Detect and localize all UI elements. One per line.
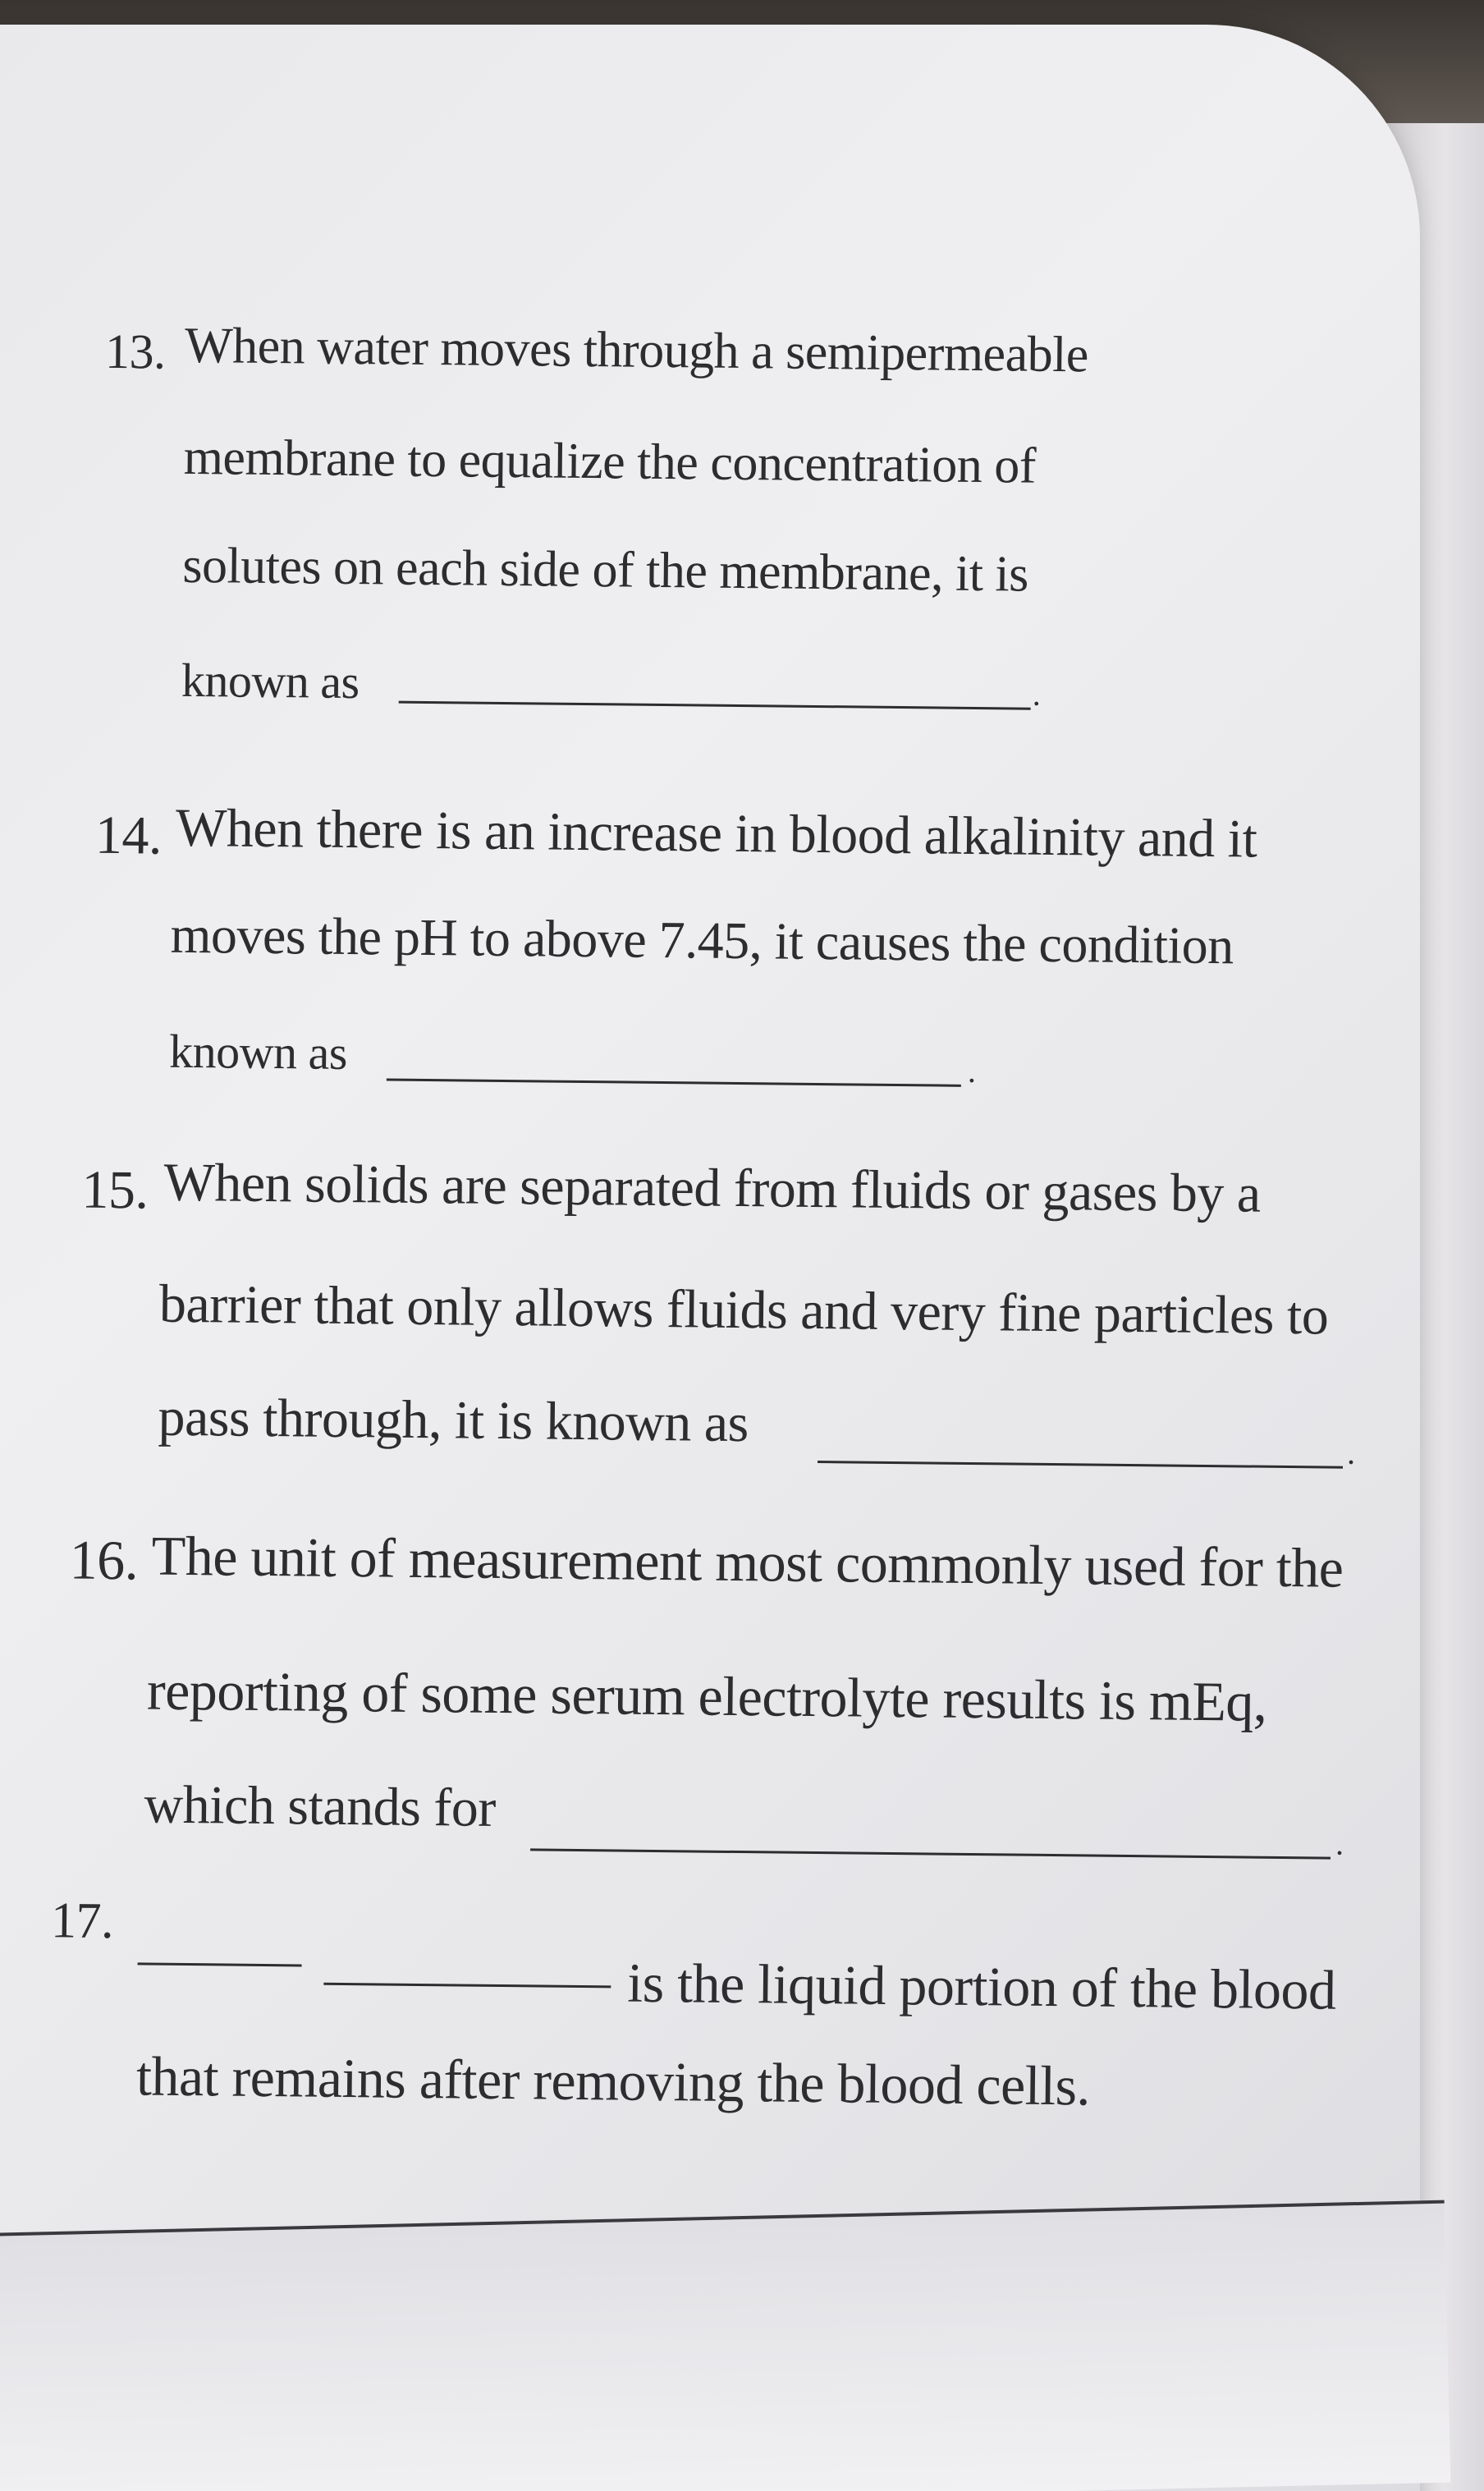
question-14-line-3: known as xyxy=(168,1024,348,1080)
question-15-answer-blank[interactable] xyxy=(818,1461,1343,1469)
question-13-line-2: membrane to equalize the concentration of xyxy=(183,429,1037,494)
question-14-period: . xyxy=(967,1052,977,1090)
question-15-line-2: barrier that only allows fluids and very fine particles to xyxy=(158,1273,1329,1346)
question-13-line-3: solutes on each side of the membrane, it is xyxy=(182,537,1029,603)
question-15-period: . xyxy=(1346,1434,1356,1471)
question-17-line-1: is the liquid portion of the blood xyxy=(626,1951,1336,2021)
question-13-line-4: known as xyxy=(181,653,360,709)
question-17-answer-blank-part-2[interactable] xyxy=(323,1983,611,1989)
question-17-number: 17. xyxy=(50,1892,114,1950)
question-16-line-1: The unit of measurement most commonly used for the xyxy=(151,1524,1344,1599)
question-17-line-2: that remains after removing the blood cells. xyxy=(135,2044,1091,2117)
question-16-period: . xyxy=(1335,1824,1344,1862)
question-13-period: . xyxy=(1032,675,1042,713)
question-13-number: 13. xyxy=(104,323,166,379)
question-16-answer-blank[interactable] xyxy=(530,1848,1331,1859)
question-13-answer-blank[interactable] xyxy=(399,701,1031,710)
question-14-line-2: moves the pH to above 7.45, it causes the condition xyxy=(170,905,1234,975)
question-15-line-3: pass through, it is known as xyxy=(158,1387,749,1454)
question-14-answer-blank[interactable] xyxy=(387,1079,961,1087)
question-17-answer-blank-part-1[interactable] xyxy=(138,1962,302,1966)
question-14-line-1: When there is an increase in blood alkalinity and it xyxy=(175,797,1257,869)
question-16-number: 16. xyxy=(69,1528,139,1592)
question-13-line-1: When water moves through a semipermeable xyxy=(184,317,1089,383)
question-15-number: 15. xyxy=(81,1159,149,1221)
question-16-line-3: which stands for xyxy=(144,1774,497,1838)
question-16-line-2: reporting of some serum electrolyte results is mEq, xyxy=(146,1658,1267,1733)
question-14-number: 14. xyxy=(94,805,163,866)
question-15-line-1: When solids are separated from fluids or gases by a xyxy=(163,1152,1262,1224)
